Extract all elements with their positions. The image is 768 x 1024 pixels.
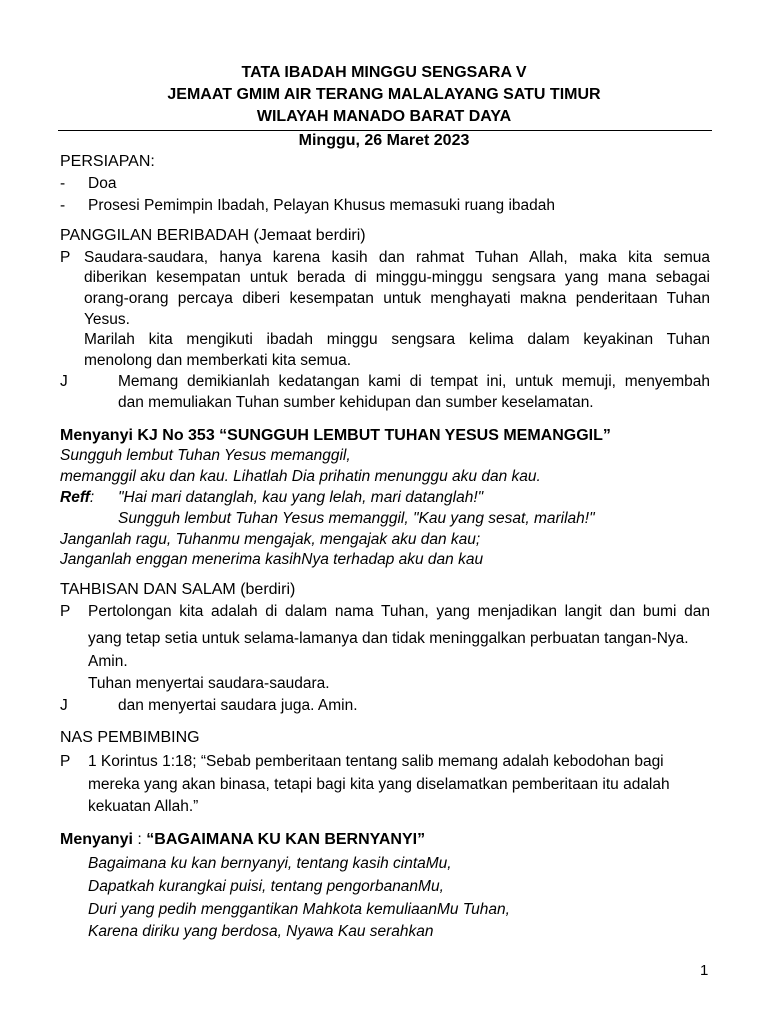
response-line: Memang demikianlah kedatangan kami di tempat ini, untuk memuji, menyembah bbox=[118, 373, 710, 390]
paragraph-line: Yesus. bbox=[84, 311, 130, 328]
paragraph-line: Amin. bbox=[88, 653, 128, 670]
header-date: Minggu, 26 Maret 2023 bbox=[298, 132, 470, 149]
speaker-mark: P bbox=[60, 753, 71, 770]
reff-colon: : bbox=[89, 489, 95, 506]
song-sep: : bbox=[132, 831, 147, 848]
section-persiapan-heading bbox=[60, 152, 155, 172]
paragraph-line: diberikan kesempatan untuk berada di minggu-minggu sengsara yang mana sebagai bbox=[84, 269, 710, 286]
page-number: 1 bbox=[700, 962, 709, 979]
reff-word: Reff bbox=[60, 489, 90, 506]
paragraph-line: Pertolongan kita adalah di dalam nama Tuhan, yang menjadikan langit dan bumi dan bbox=[88, 603, 710, 620]
section-title: PERSIAPAN bbox=[60, 153, 151, 170]
list-item: Doa bbox=[88, 175, 117, 192]
response-line: dan memuliakan Tuhan sumber kehidupan dan sumber keselamatan. bbox=[118, 394, 594, 411]
lyric-line: memanggil aku dan kau. Lihatlah Dia prihatin menunggu aku dan kau. bbox=[60, 468, 541, 485]
lyric-line: Duri yang pedih menggantikan Mahkota kemuliaanMu Tuhan, bbox=[88, 901, 510, 918]
heading-colon: : bbox=[150, 153, 155, 170]
header-region: WILAYAH MANADO BARAT DAYA bbox=[256, 108, 512, 125]
paragraph-line: Marilah kita mengikuti ibadah minggu sengsara kelima dalam keyakinan Tuhan bbox=[84, 331, 710, 348]
list-item: Prosesi Pemimpin Ibadah, Pelayan Khusus memasuki ruang ibadah bbox=[88, 197, 555, 214]
lyric-line: Karena diriku yang berdosa, Nyawa Kau serahkan bbox=[88, 923, 434, 940]
song-heading: Menyanyi KJ No 353 “SUNGGUH LEMBUT TUHAN YESUS MEMANGGIL” bbox=[60, 427, 611, 444]
lyric-line: Sungguh lembut Tuhan Yesus memanggil, bbox=[60, 447, 351, 464]
section-panggilan-heading bbox=[60, 226, 366, 246]
paragraph-line: yang tetap setia untuk selama-lamanya dan tidak meninggalkan perbuatan tangan-Nya. bbox=[88, 630, 689, 647]
paragraph-line: Tuhan menyertai saudara-saudara. bbox=[88, 675, 330, 692]
section-title: PANGGILAN BERIBADAH bbox=[60, 227, 250, 244]
paragraph-line: kekuatan Allah.” bbox=[88, 798, 199, 815]
header-congregation: JEMAAT GMIM AIR TERANG MALALAYANG SATU TIMUR bbox=[167, 86, 601, 103]
section-nas-heading: NAS PEMBIMBING bbox=[60, 729, 200, 746]
section-tahbisan-heading bbox=[60, 580, 295, 600]
paragraph-line: mereka yang akan binasa, tetapi bagi kita yang diselamatkan pemberitaan itu adalah bbox=[88, 776, 670, 793]
response-line: dan menyertai saudara juga. Amin. bbox=[118, 697, 358, 714]
lyric-line: Janganlah enggan menerima kasihNya terhadap aku dan kau bbox=[60, 551, 484, 568]
reff-label bbox=[60, 488, 94, 508]
paragraph-line: orang-orang percaya diberi kesempatan untuk menghayati makna penderitaan Tuhan bbox=[84, 290, 710, 307]
speaker-mark: J bbox=[60, 697, 68, 714]
reff-line: Sungguh lembut Tuhan Yesus memanggil, "Kau yang sesat, marilah!" bbox=[118, 510, 595, 527]
speaker-mark: J bbox=[60, 373, 68, 390]
section-note: (berdiri) bbox=[240, 581, 296, 598]
speaker-mark: P bbox=[60, 249, 71, 266]
bullet: - bbox=[60, 197, 66, 214]
bullet: - bbox=[60, 175, 66, 192]
header-title: TATA IBADAH MINGGU SENGSARA V bbox=[241, 64, 527, 81]
speaker-mark: P bbox=[60, 603, 71, 620]
section-title: TAHBISAN DAN SALAM bbox=[60, 581, 236, 598]
reff-line: "Hai mari datanglah, kau yang lelah, mari datanglah!" bbox=[118, 489, 484, 506]
song-label: Menyanyi bbox=[60, 831, 133, 848]
song-title: “BAGAIMANA KU KAN BERNYANYI” bbox=[146, 831, 426, 848]
lyric-line: Bagaimana ku kan bernyanyi, tentang kasih cintaMu, bbox=[88, 855, 452, 872]
lyric-line: Dapatkah kurangkai puisi, tentang pengorbananMu, bbox=[88, 878, 444, 895]
lyric-line: Janganlah ragu, Tuhanmu mengajak, mengajak aku dan kau; bbox=[60, 531, 481, 548]
paragraph-line: menolong dan memberkati kita semua. bbox=[84, 352, 352, 369]
section-note: (Jemaat berdiri) bbox=[253, 227, 366, 244]
paragraph-line: 1 Korintus 1:18; “Sebab pemberitaan tentang salib memang adalah kebodohan bagi bbox=[88, 753, 664, 770]
paragraph-line: Saudara-saudara, hanya karena kasih dan rahmat Tuhan Allah, maka kita semua bbox=[84, 249, 710, 266]
song-heading bbox=[60, 830, 425, 850]
